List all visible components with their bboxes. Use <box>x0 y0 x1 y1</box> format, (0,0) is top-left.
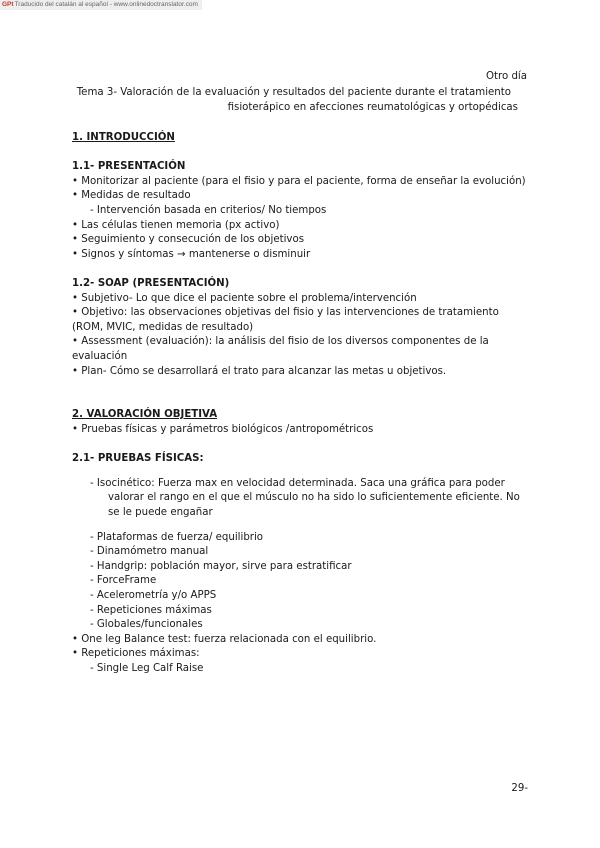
list-item: - Single Leg Calf Raise <box>90 662 204 674</box>
header-right-label: Otro día <box>486 71 527 82</box>
list-item: • One leg Balance test: fuerza relacionada con el equilibrio. <box>72 633 377 645</box>
translator-logo: GPt <box>2 1 14 8</box>
subsection-title-pruebas-fisicas: 2.1- PRUEBAS FÍSICAS: <box>72 452 204 464</box>
page-number: 29- <box>511 783 528 794</box>
list-item: - Plataformas de fuerza/ equilibrio <box>90 531 264 543</box>
list-item: • Medidas de resultado <box>72 190 191 202</box>
list-item: • Seguimiento y consecución de los objetivos <box>72 234 305 246</box>
list-item: - Repeticiones máximas <box>90 604 212 616</box>
translator-banner <box>0 0 202 10</box>
section-title-valoracion-objetiva: 2. VALORACIÓN OBJETIVA <box>72 409 218 421</box>
list-item: • Subjetivo- Lo que dice el paciente sobre el problema/intervención <box>72 292 417 304</box>
document-subtitle-line1: Tema 3- Valoración de la evaluación y resultados del paciente durante el tratamiento <box>76 87 511 98</box>
list-item: - ForceFrame <box>90 575 157 587</box>
document-subtitle-line2: fisioterápico en afecciones reumatológicas y ortopédicas <box>227 102 518 113</box>
subsection-title-presentacion: 1.1- PRESENTACIÓN <box>72 161 186 173</box>
list-item: - Handgrip: población mayor, sirve para estratificar <box>90 560 352 572</box>
list-item: • Repeticiones máximas: <box>72 648 200 660</box>
translator-banner-text: Traducido del catalán al español - www.onlinedoctranslator.com <box>14 1 198 8</box>
list-item: • Assessment (evaluación): la análisis del fisio de los diversos componentes de la evaluación <box>72 336 489 362</box>
list-item: • Objetivo: las observaciones objetivas del fisio y las intervenciones de tratamiento (ROM, MVIC, medidas de resultado) <box>72 307 499 333</box>
list-item: - Isocinético: Fuerza max en velocidad determinada. Saca una gráfica para poder valorar el rango en el que el músculo no ha sido lo suficientemente eficiente. No se le puede engañar <box>90 477 520 518</box>
document-body <box>72 131 532 677</box>
list-item: • Pruebas físicas y parámetros biológicos /antropométricos <box>72 423 374 435</box>
list-item: • Signos y síntomas → mantenerse o disminuir <box>72 248 311 260</box>
subsection-title-soap: 1.2- SOAP (PRESENTACIÓN) <box>72 277 230 289</box>
list-item: - Acelerometría y/o APPS <box>90 590 217 601</box>
list-item: - Dinamómetro manual <box>90 546 209 558</box>
list-item: • Las células tienen memoria (px activo) <box>72 219 280 231</box>
list-item: - Globales/funcionales <box>90 619 203 631</box>
section-title-introduccion: 1. INTRODUCCIÓN <box>72 132 175 143</box>
list-item: • Monitorizar al paciente (para el fisio y para el paciente, forma de enseñar la evolución) <box>72 175 526 187</box>
list-item: • Plan- Cómo se desarrollará el trato para alcanzar las metas u objetivos. <box>72 365 447 377</box>
list-item: - Intervención basada en criterios/ No tiempos <box>90 204 327 216</box>
